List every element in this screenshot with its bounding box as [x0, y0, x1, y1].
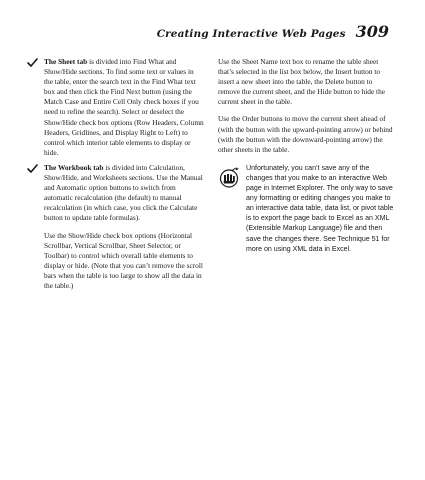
checkmark-bullet-icon	[27, 164, 38, 173]
warning-bomb-icon	[218, 166, 240, 188]
bullet-text: is divided into Calculation, Show/Hide, and Worksheets sections. Use the Manual and Automatic option buttons to switch from automatic recalculation (the default) to manual recalculation (in which case, you click the Calculate button to update table formulas).	[44, 162, 203, 223]
bullet-item-workbook-tab	[36, 163, 204, 224]
chapter-title: Creating Interactive Web Pages	[156, 28, 346, 40]
left-column	[36, 57, 204, 296]
paragraph-show-hide: Use the Show/Hide check box options (Horizontal Scrollbar, Vertical Scrollbar, Sheet Selector, or Toolbar) to control which overall table elements to display or hide. (Note that you can’t remove the scroll bars when the table is too large to show all the data in the table.)	[44, 230, 203, 290]
warning-note-text: Unfortunately, you can’t save any of the changes that you make to an interactive Web page in Internet Explorer. The only way to save any formatting or editing changes you make to an interactive data table, data list, or pivot table is to export the page back to Excel as an XML (Extensible Markup Language) file and then save the changes there. See Technique 51 for more on using XML data in Excel.	[246, 164, 394, 253]
right-column	[218, 57, 394, 255]
checkmark-bullet-icon	[27, 58, 38, 67]
paragraph-order-buttons: Use the Order buttons to move the current sheet ahead of (with the button with the upward-pointing arrow) or behind (with the button with the downward-pointing arrow) the other sheets in the table.	[218, 114, 393, 154]
running-header	[157, 22, 389, 41]
bullet-item-sheet-tab	[36, 57, 204, 158]
paragraph-sheet-name: Use the Sheet Name text box to rename the table sheet that’s selected in the list box below, the Insert button to insert a new sheet into the table, the Delete button to remove the current sheet, and the Hide button to hide the current sheet in the table.	[218, 57, 386, 107]
warning-note	[218, 164, 394, 255]
bullet-term: The Sheet tab	[44, 57, 88, 66]
page-number: 309	[355, 22, 389, 41]
bullet-term: The Workbook tab	[44, 162, 104, 172]
bullet-text: is divided into Find What and Show/Hide sections. To find some text or values in the table, enter the search text in the Find What text box and then click the Find Next button (using the Match Case and Entire Cell Only check boxes if you need to refine the search). Select or deselect the Show/Hide check box options (Row Headers, Column Headers, Gridlines, and Display Right to Left) to control which interior table elements to display or hide.	[44, 57, 204, 157]
